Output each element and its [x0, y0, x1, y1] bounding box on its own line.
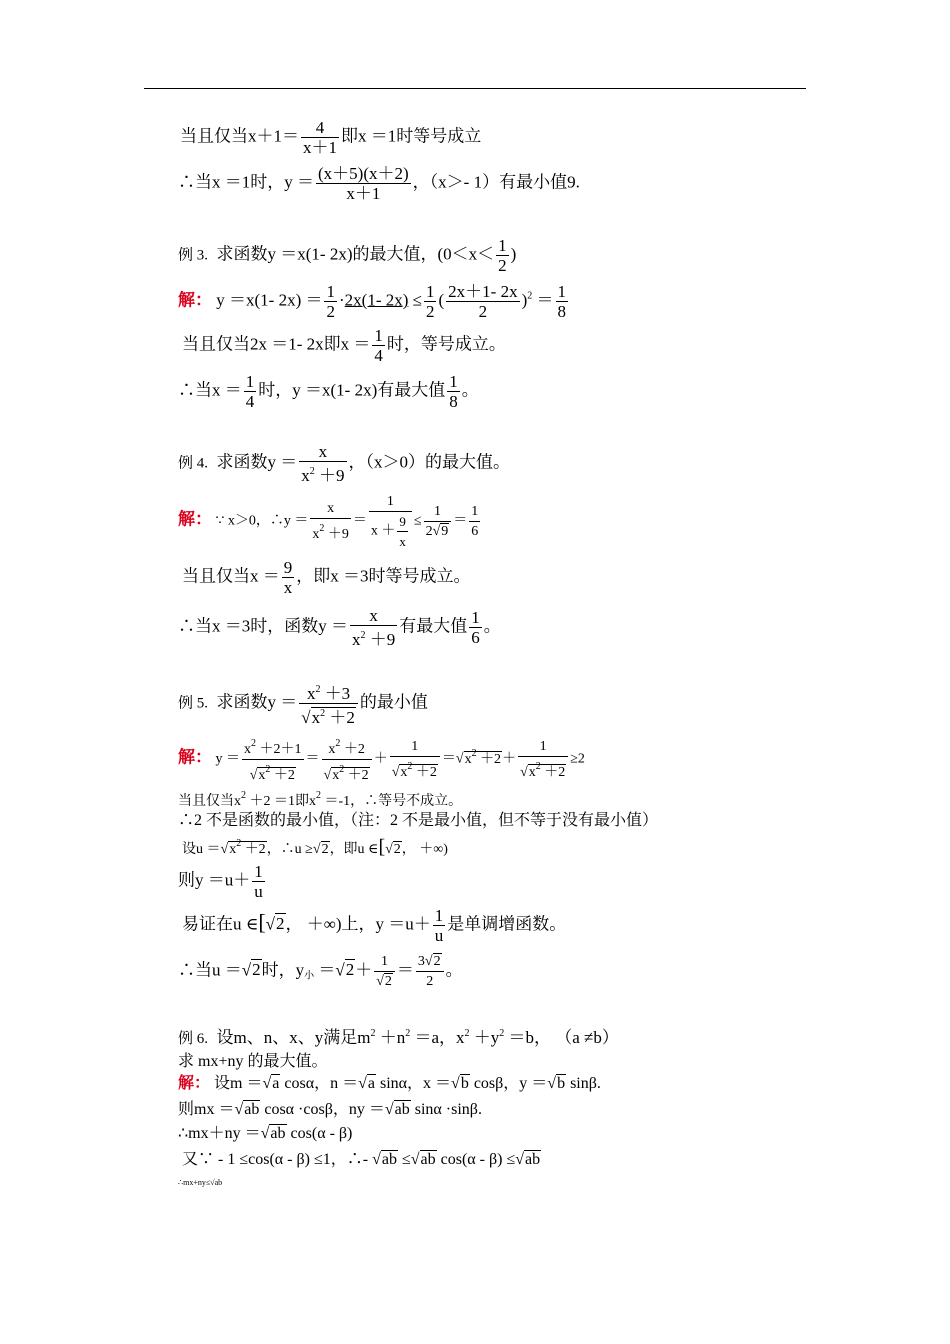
example-5-conclusion: ∴当u ＝√2时，$y_小 =√2+$ $\frac{1}{√2}$ ＝ $\frac{3√2}{2}$ 。: [178, 954, 463, 989]
example-6-title: 例 6. 设m、n、x、y满足$m^2 +n^2 =a$，$x^2 +y^2 =b$， （a ≠b）: [178, 1028, 619, 1047]
example-6-sum: ∴mx＋ny ＝√ab cos(α - β): [178, 1125, 353, 1142]
minimum-value-line: ∴当x ＝1时，y ＝ $\frac{(x+5)(x+2)}{x+1}$ ，（x＞- 1）有最小值9.: [178, 164, 580, 203]
example-6-question: 求 mx+ny 的最大值。: [178, 1053, 328, 1070]
example-3-solution: 解： y ＝x(1- 2x) ＝ $\frac{1}{2}$ ·2x(1- 2x) ≤ $\frac{1}{2}$ ( $\frac{2x+1- 2x}{2}$ )$^2$ ＝ $\frac{1}{8}$: [178, 282, 566, 321]
example-4-equality: 当且仅当x ＝ $\frac{9}{x}$ ，即x ＝3时等号成立。: [182, 558, 471, 597]
example-5-monotonic: 易证在u ∈[√2， ＋∞)上，y ＝u＋ $\frac{1}{u}$ 是单调增函数。: [182, 906, 567, 945]
example-3-conclusion: ∴当x ＝ $\frac{1}{4}$ 时，y ＝x(1- 2x)有最大值 $\frac{1}{8}$ 。: [178, 372, 479, 411]
example-5-solution: 解： y ＝ $\frac{x^2 +2+1}{√x^2 +2}$ ＝ $\frac{x^2 +2}{√x^2 +2}$ ＋ $\frac{1}{√x^2 +2}$ $=√x^2 +2+$ $\frac{1}{√x^2 +2}$ ≥2: [178, 734, 585, 785]
equality-condition-line: 当且仅当x＋1＝ $\frac{4}{x+1}$ 即x ＝1时等号成立: [180, 118, 482, 157]
example-6-solution: 解： 设m ＝√a cosα，n ＝√a sinα，x ＝√b cosβ，y ＝√b sinβ.: [178, 1075, 601, 1092]
footer-fragment: ∴mx+ny≤√ab: [178, 1178, 223, 1187]
example-5-equality: 当且仅当$x^2 +2 =1$即$x^2 =-1$，∴等号不成立。: [178, 790, 463, 809]
example-5-note: ∴2 不是函数的最小值，（注：2 不是最小值，但不等于没有最小值）: [178, 812, 659, 829]
fraction: $\frac{(x+5)(x+2)}{x+1}$: [318, 164, 409, 203]
example-4-title: 例 4. 求函数y ＝ $\frac{x}{x^2 +9}$ ，（x＞0）的最大值。: [178, 442, 511, 485]
example-5-title: 例 5. 求函数y ＝ $\frac{x^2 +3}{√x^2 +2}$ 的最小值: [178, 680, 428, 727]
solution-label: 解：: [178, 509, 212, 529]
solution-label: 解：: [178, 1075, 211, 1092]
example-4-solution: 解： ∵ x＞0，∴y ＝ $\frac{x}{x^2 +9}$ ＝ 1 x ＋ $\frac{9}{x}$ ≤ $\frac{1}{2√9}$ ＝ $\frac{1}{6}$: [178, 494, 479, 549]
solution-label: 解：: [178, 747, 212, 767]
example-3-equality: 当且仅当2x ＝1- 2x即x ＝ $\frac{1}{4}$ 时，等号成立。: [182, 326, 506, 365]
example-6-bound: 又∵ - 1 ≤cos(α - β) ≤1，∴- √ab ≤√ab cos(α - β) ≤√ab: [182, 1151, 541, 1168]
example-4-conclusion: ∴当x ＝3时，函数y ＝ $\frac{x}{x^2 +9}$ 有最大值 $\frac{1}{6}$ 。: [178, 606, 501, 649]
fraction: $\frac{4}{x+1}$: [303, 118, 337, 157]
example-5-substitution: 设$u =√x^2 +2$，∴u ≥√2，即u ∈[√2， ＋∞): [182, 836, 448, 858]
solution-label: 解：: [178, 290, 212, 310]
example-5-then: 则y ＝u＋ $\frac{1}{u}$: [178, 862, 263, 901]
example-6-product: 则mx ＝√ab cosα ·cosβ，ny ＝√ab sinα ·sinβ.: [178, 1101, 482, 1118]
header-rule: [144, 88, 806, 89]
fraction: $\frac{1}{2}$: [498, 236, 507, 275]
example-3-title: 例 3. 求函数y ＝x(1- 2x)的最大值，(0＜x＜ $\frac{1}{2}$ ): [178, 236, 517, 275]
